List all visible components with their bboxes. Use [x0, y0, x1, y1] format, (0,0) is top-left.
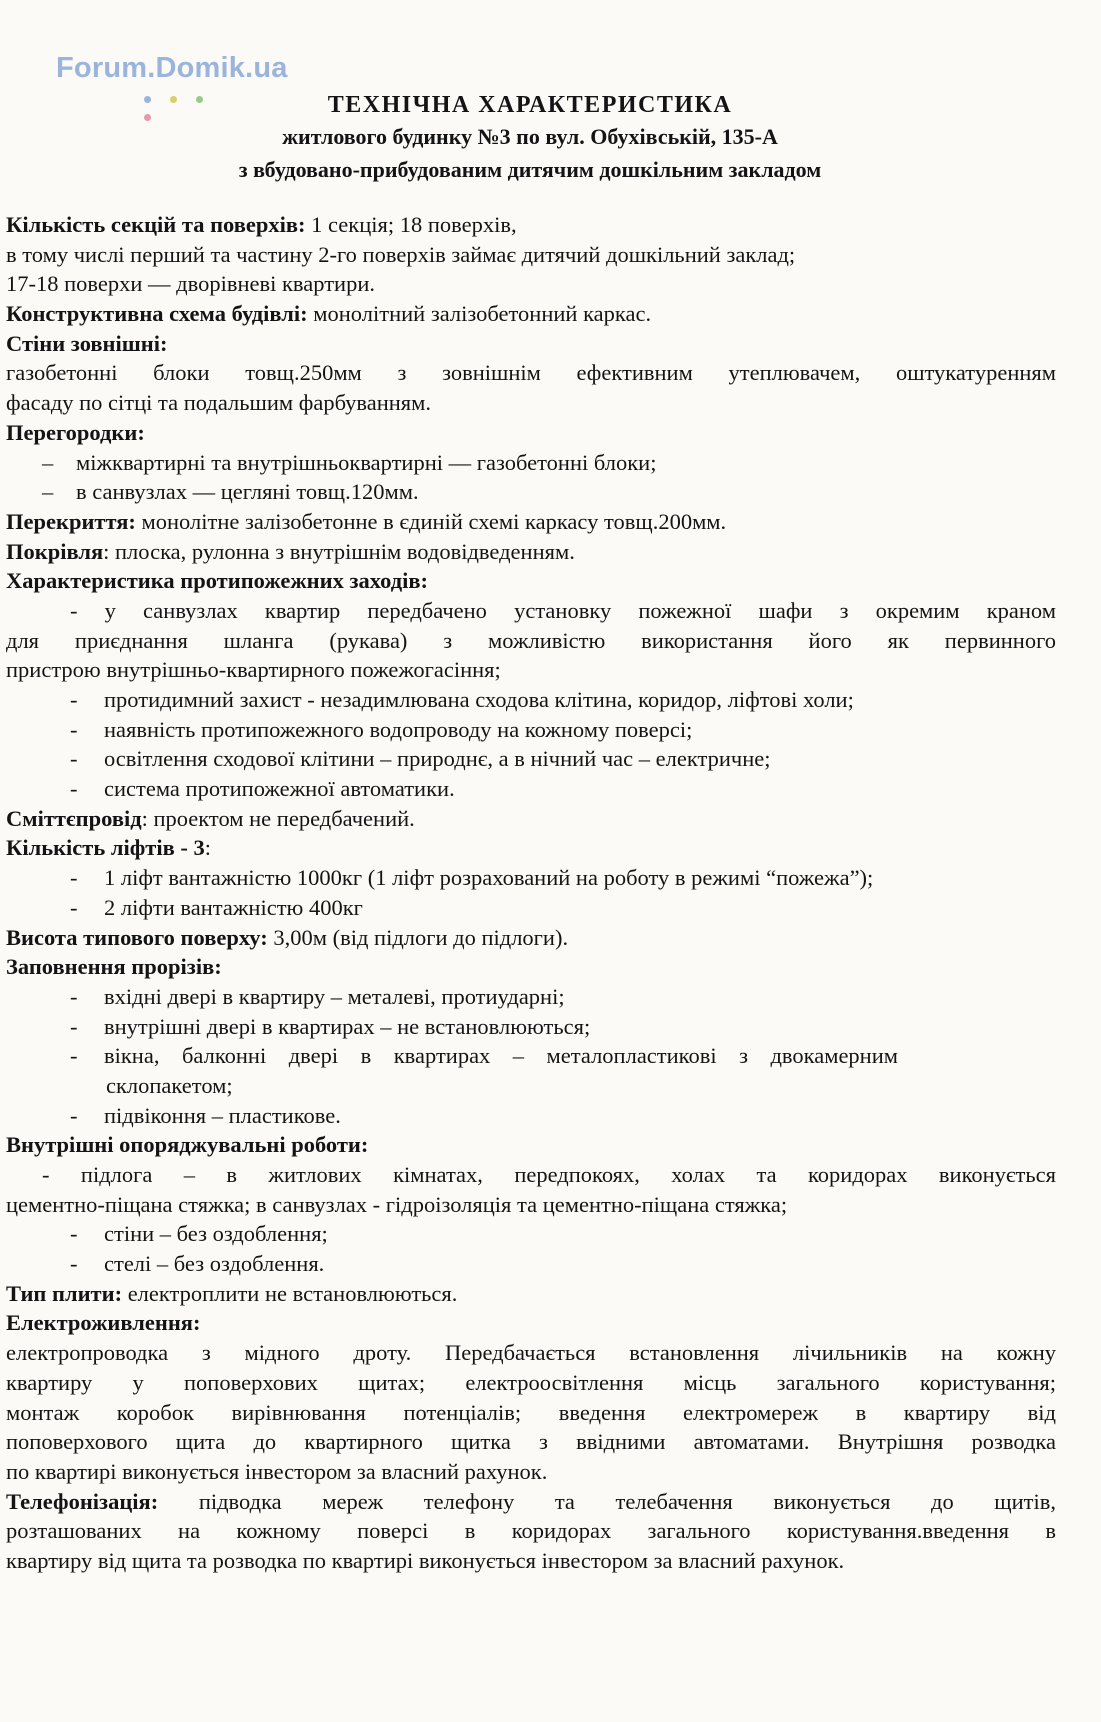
text-line: - підлога – в житлових кімнатах, передпокоях, холах та коридорах виконується: [42, 1162, 1056, 1187]
text-line: фасаду по сітці та подальшим фарбуванням.: [6, 390, 432, 416]
section-label: Перекриття:: [6, 508, 136, 534]
text-line: розташованих на кожному поверсі в коридорах загального користування.введення в: [6, 1518, 1056, 1544]
dash-mark: -: [70, 687, 78, 712]
text-line: по квартирі виконується інвестором за власний рахунок.: [6, 1458, 548, 1484]
section-lifts: [6, 833, 1056, 863]
dash-mark: -: [70, 983, 78, 1009]
section-stove: [6, 1279, 1056, 1309]
section-label: Заповнення прорізів:: [6, 954, 222, 980]
section-value: монолітне залізобетонне в єдиній схемі каркасу товщ.200мм.: [141, 508, 727, 534]
section-ceiling: [6, 507, 1056, 537]
list-item: [6, 1012, 1056, 1042]
list-item: [6, 982, 1056, 1012]
text-line: електропроводка з мідного дроту. Передбачається встановлення лічильників на кожну: [6, 1340, 1056, 1366]
list-item-text: стелі – без оздоблення.: [104, 1251, 325, 1277]
text-line: 17-18 поверхи — дворівневі квартири.: [6, 271, 375, 297]
section-garbage: [6, 804, 1056, 834]
list-item-text: освітлення сходової клітини – природнє, а в нічний час – електричне;: [104, 746, 771, 772]
list-item: [6, 1041, 1056, 1071]
section-label: Телефонізація:: [6, 1488, 159, 1514]
list-item-text: міжквартирні та внутрішньоквартирні — газобетонні блоки;: [76, 449, 657, 475]
section-sections-floors: [6, 210, 1056, 240]
dash-mark: -: [70, 746, 78, 772]
section-floor-height: [6, 923, 1056, 953]
dash-mark: -: [70, 865, 78, 891]
section-roof: [6, 537, 1056, 567]
list-item: [6, 863, 1056, 893]
section-label: Висота типового поверху:: [6, 924, 268, 950]
list-item: [6, 893, 1056, 923]
section-value: :: [204, 835, 212, 861]
list-item-text: стіни – без оздоблення;: [104, 1221, 328, 1247]
list-item: [6, 744, 1056, 774]
list-item-text: в санвузлах — цегляні товщ.120мм.: [76, 479, 419, 505]
dash-mark: -: [70, 1013, 78, 1039]
section-label: Кількість секцій та поверхів:: [6, 212, 306, 237]
list-item-continuation: склопакетом;: [106, 1072, 233, 1098]
section-structure: [6, 299, 1056, 329]
list-item-text: 1 ліфт вантажністю 1000кг (1 ліфт розрахований на роботу в режимі “пожежа”);: [104, 865, 874, 891]
dash-mark: -: [70, 894, 78, 920]
section-label: Конструктивна схема будівлі:: [6, 301, 308, 327]
document-subtitle: з вбудовано-прибудованим дитячим дошкільним закладом: [238, 157, 822, 182]
list-item: [6, 715, 1056, 745]
dash-mark: -: [70, 776, 78, 802]
dash-mark: -: [70, 1221, 78, 1247]
dash-mark: -: [70, 1251, 78, 1277]
list-item: [6, 1219, 1056, 1249]
section-telephone: [6, 1487, 1056, 1517]
section-value: монолітний залізобетонний каркас.: [313, 301, 652, 327]
section-value: 1 секція; 18 поверхів,: [311, 212, 517, 237]
section-label: Стіни зовнішні:: [6, 330, 168, 356]
section-label: Кількість ліфтів - 3: [6, 835, 205, 861]
list-item: [6, 1249, 1056, 1279]
list-item-text: протидимний захист - незадимлювана сходова клітина, коридор, ліфтові холи;: [104, 687, 854, 712]
section-label: Характеристика протипожежних заходів:: [6, 568, 429, 594]
section-value: 3,00м (від підлоги до підлоги).: [273, 924, 569, 950]
list-item: [6, 477, 1056, 507]
section-label: Тип плити:: [6, 1280, 123, 1306]
list-item-text: 2 ліфти вантажністю 400кг: [104, 894, 363, 920]
list-item-text: підвіконня – пластикове.: [104, 1102, 341, 1128]
text-line: в тому числі перший та частину 2-го поверхів займає дитячий дошкільний заклад;: [6, 241, 796, 267]
document-title: ТЕХНІЧНА ХАРАКТЕРИСТИКА: [327, 92, 733, 118]
text-line: газобетонні блоки товщ.250мм з зовнішнім ефективним утеплювачем, оштукатуренням: [6, 360, 1056, 386]
list-item: [6, 1101, 1056, 1131]
list-item-text: вікна, балконні двері в квартирах – металопластикові з двокамерним: [104, 1043, 899, 1069]
text-line: квартиру від щита та розводка по квартирі виконується інвестором за власний рахунок.: [6, 1547, 845, 1573]
list-item-text: внутрішні двері в квартирах – не встановлюються;: [104, 1013, 591, 1039]
section-value: : плоска, рулонна з внутрішнім водовідведенням.: [103, 538, 575, 564]
list-item-text: наявність протипожежного водопроводу на кожному поверсі;: [104, 716, 693, 742]
list-item-text: система протипожежної автоматики.: [104, 776, 455, 802]
section-value: підводка мереж телефону та телебачення виконується до щитів,: [198, 1488, 1056, 1514]
text-line: - у санвузлах квартир передбачено установку пожежної шафи з окремим краном: [70, 597, 1056, 623]
text-line: цементно-піщана стяжка; в санвузлах - гідроізоляція та цементно-піщана стяжка;: [6, 1191, 788, 1217]
section-label: Покрівля: [6, 538, 104, 564]
dash-mark: -: [70, 716, 78, 742]
list-item: [6, 448, 1056, 478]
document-subtitle: житлового будинку №3 по вул. Обухівській, 135-А: [282, 124, 778, 149]
watermark-logo: Forum.Domik.ua: [56, 52, 288, 84]
list-item: [6, 774, 1056, 804]
text-line: монтаж коробок вирівнювання потенціалів; введення електромереж в квартиру від: [6, 1399, 1056, 1425]
section-label: Сміттєпровід: [6, 805, 142, 831]
text-line: пристрою внутрішньо-квартирного пожежогасіння;: [6, 657, 501, 683]
text-line: квартиру у поповерхових щитах; електроосвітлення місць загального користування;: [6, 1369, 1056, 1395]
section-label: Електроживлення:: [6, 1310, 201, 1336]
text-line: поповерхового щита до квартирного щитка з ввідними автоматами. Внутрішня розводка: [6, 1429, 1056, 1455]
list-item-text: вхідні двері в квартиру – металеві, протиударні;: [104, 983, 565, 1009]
dash-mark: -: [70, 1043, 78, 1069]
text-line: для приєднання шланга (рукава) з можливістю використання його як первинного: [6, 627, 1056, 653]
document-body: [6, 210, 1056, 1576]
dash-mark: –: [42, 479, 54, 505]
section-label: Внутрішні опоряджувальні роботи:: [6, 1132, 369, 1158]
section-value: : проектом не передбачений.: [141, 805, 415, 831]
section-label: Перегородки:: [6, 419, 145, 445]
section-value: електроплити не встановлюються.: [127, 1280, 458, 1306]
dash-mark: -: [70, 1102, 78, 1128]
list-item: [6, 685, 1056, 715]
dash-mark: –: [42, 449, 54, 475]
